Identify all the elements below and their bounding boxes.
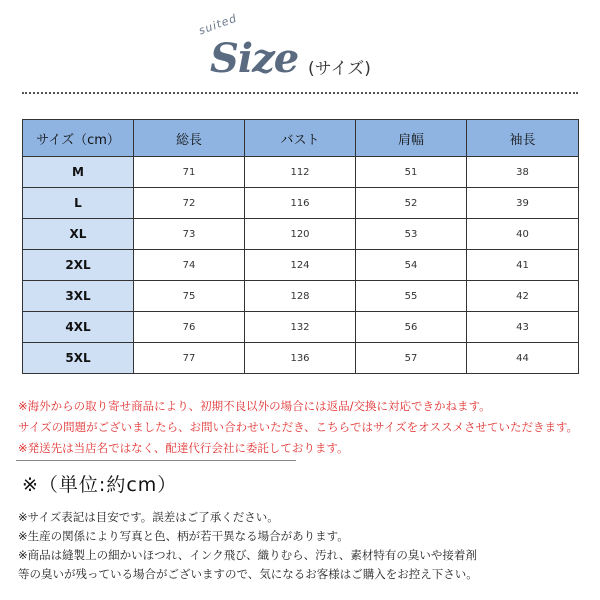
cell-shoulder: 57 [356,343,467,374]
cell-total-length: 75 [134,281,245,312]
table-row [23,343,579,374]
cell-bust: 136 [245,343,356,374]
cell-shoulder: 51 [356,157,467,188]
cell-bust: 120 [245,219,356,250]
size-label: XL [23,219,134,250]
cell-shoulder: 53 [356,219,467,250]
cell-total-length: 73 [134,219,245,250]
size-label: 4XL [23,312,134,343]
cell-total-length: 71 [134,157,245,188]
header-bust: バスト [245,120,356,157]
suited-script: suited [196,11,239,38]
table-row [23,250,579,281]
cell-total-length: 77 [134,343,245,374]
cell-shoulder: 55 [356,281,467,312]
cell-total-length: 76 [134,312,245,343]
table-row [23,281,579,312]
header-sleeve: 袖長 [467,120,579,157]
red-note-line: ※発送先は当店名ではなく、配達代行会社に委託しております。 [18,441,349,455]
table-row [23,188,579,219]
size-table [22,119,579,374]
cell-sleeve: 38 [467,157,579,188]
cell-sleeve: 43 [467,312,579,343]
red-note-line: ※海外からの取り寄せ商品により、初期不良以外の場合には返品/交換に対応できかねます。 [18,399,491,413]
cell-sleeve: 40 [467,219,579,250]
unit-title: ※（単位:約cm） [22,474,178,496]
red-note-line: サイズの問題がございましたら、お問い合わせいただき、こちらではサイズをオススメさせていただきます。 [18,420,579,434]
cell-sleeve: 39 [467,188,579,219]
cell-bust: 116 [245,188,356,219]
cell-shoulder: 56 [356,312,467,343]
cell-bust: 128 [245,281,356,312]
size-label: L [23,188,134,219]
header-shoulder: 肩幅 [356,120,467,157]
cell-shoulder: 54 [356,250,467,281]
table-row [23,157,579,188]
red-notes [18,396,588,459]
cell-total-length: 74 [134,250,245,281]
cell-shoulder: 52 [356,188,467,219]
size-label: 2XL [23,250,134,281]
size-title: Size [210,35,299,82]
cell-bust: 124 [245,250,356,281]
note-line: ※生産の関係により写真と色、柄が若干異なる場合があります。 [18,529,349,543]
size-title-kana: (サイズ) [308,59,371,79]
table-row [23,219,579,250]
dotted-divider [22,92,578,94]
header-total-length: 総長 [134,120,245,157]
cell-bust: 132 [245,312,356,343]
note-line: ※商品は縫製上の細かいほつれ、インク飛び、織りむら、汚れ、素材特有の臭いや接着剤 [18,548,477,562]
unit-divider [16,460,296,461]
general-notes [18,508,588,584]
note-line: 等の臭いが残っている場合がございますので、気になるお客様はご購入をお控え下さい。 [18,567,478,581]
cell-sleeve: 42 [467,281,579,312]
size-label: 5XL [23,343,134,374]
cell-sleeve: 44 [467,343,579,374]
size-table-header-row [23,120,579,157]
size-label: M [23,157,134,188]
cell-bust: 112 [245,157,356,188]
cell-total-length: 72 [134,188,245,219]
table-row [23,312,579,343]
note-line: ※サイズ表記は目安です。誤差はご了承ください。 [18,510,279,524]
size-label: 3XL [23,281,134,312]
size-header [0,0,600,95]
header-size: サイズ（cm） [23,120,134,157]
cell-sleeve: 41 [467,250,579,281]
